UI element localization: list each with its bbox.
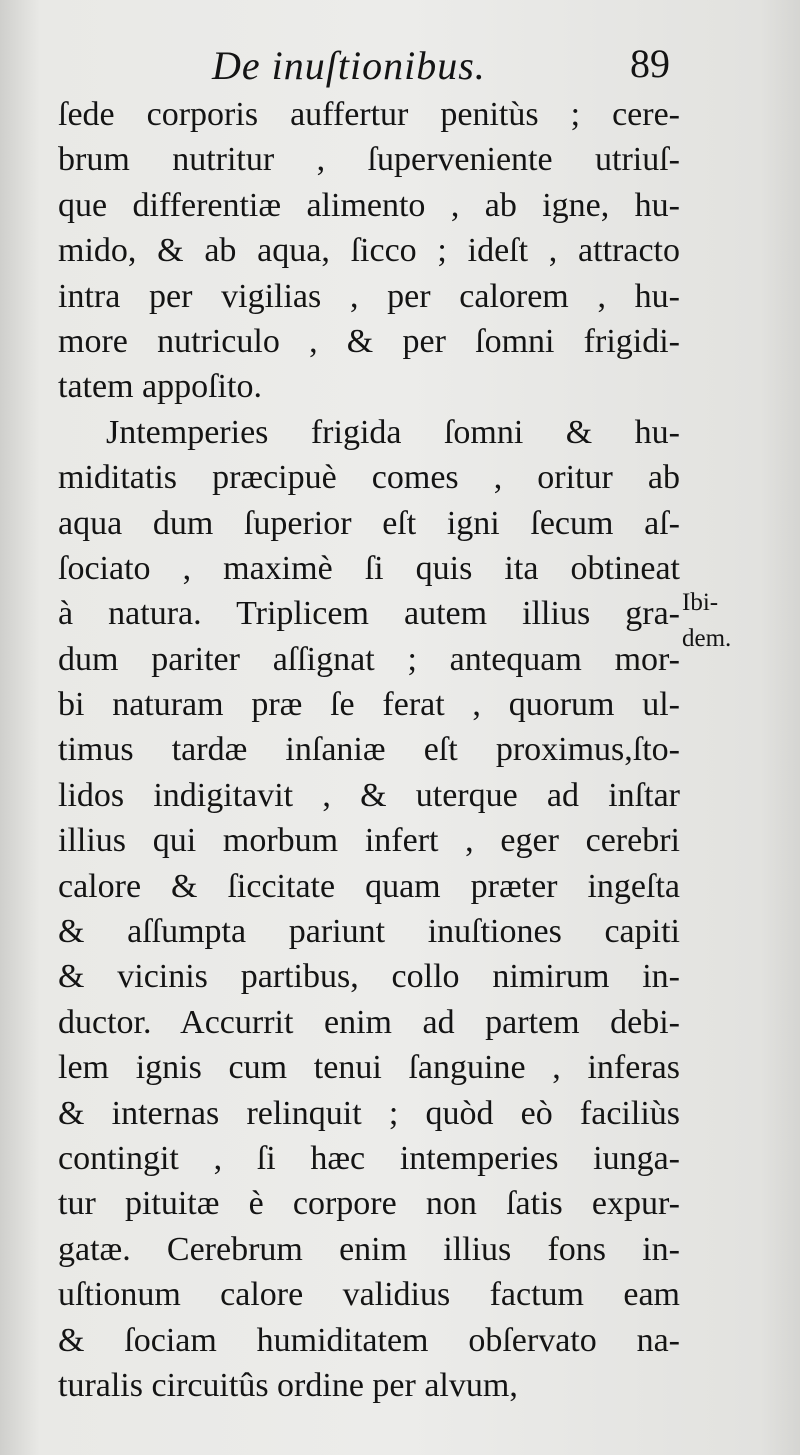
text-line: à natura. Triplicem autem illius gra- (58, 595, 680, 633)
text-line: illius qui morbum infert , eger cerebri (58, 822, 680, 860)
text-line: intra per vigilias , per calorem , hu- (58, 277, 680, 315)
text-line: ſociato , maximè ſi quis ita obtineat (58, 549, 680, 587)
text-line: tur pituitæ è corpore non ſatis expur- (58, 1185, 680, 1223)
text-line: aqua dum ſuperior eſt igni ſecum aſ- (58, 504, 680, 542)
running-head (200, 38, 670, 98)
text-line: tatem appoſito. (58, 368, 262, 406)
text-line: contingit , ſi hæc intemperies iunga- (58, 1139, 680, 1177)
text-line: brum nutritur , ſuperveniente utriuſ- (58, 141, 680, 179)
margin-note (682, 585, 792, 657)
text-line: & vicinis partibus, collo nimirum in- (58, 958, 680, 996)
text-line: more nutriculo , & per ſomni frigidi- (58, 322, 680, 360)
text-line: ductor. Accurrit enim ad partem debi- (58, 1003, 680, 1041)
text-line: turalis circuitûs ordine per alvum, (58, 1366, 518, 1404)
text-line: lem ignis cum tenui ſanguine , inferas (58, 1049, 680, 1087)
text-line: ſede corporis auffertur penitùs ; cere- (58, 96, 680, 133)
page-number: 89 (630, 41, 670, 86)
text-line: & aſſumpta pariunt inuſtiones capiti (58, 913, 680, 951)
text-line: timus tardæ inſaniæ eſt proximus,ſto- (58, 731, 680, 769)
text-line: mido, & ab aqua, ſicco ; ideſt , attracto (58, 232, 680, 270)
text-line: & internas relinquit ; quòd eò faciliùs (58, 1094, 680, 1132)
margin-note-line: dem. (682, 625, 732, 652)
running-title: De inuſtionibus. (212, 43, 486, 88)
text-line: & ſociam humiditatem obſervato na- (58, 1321, 680, 1359)
text-line: gatæ. Cerebrum enim illius fons in- (58, 1230, 680, 1268)
text-line: uſtionum calore validius factum eam (58, 1276, 680, 1314)
margin-note-line: Ibi- (682, 589, 719, 616)
text-line: lidos indigitavit , & uterque ad inſtar (58, 776, 680, 814)
text-line: Jntemperies frigida ſomni & hu- (106, 413, 680, 451)
text-line: bi naturam præ ſe ferat , quorum ul- (58, 686, 680, 724)
text-line: miditatis præcipuè comes , oritur ab (58, 459, 680, 497)
text-line: que differentiæ alimento , ab igne, hu- (58, 186, 680, 224)
body-text (58, 92, 680, 1408)
text-line: calore & ſiccitate quam præter ingeſta (58, 867, 680, 905)
text-line: dum pariter aſſignat ; antequam mor- (58, 640, 680, 678)
